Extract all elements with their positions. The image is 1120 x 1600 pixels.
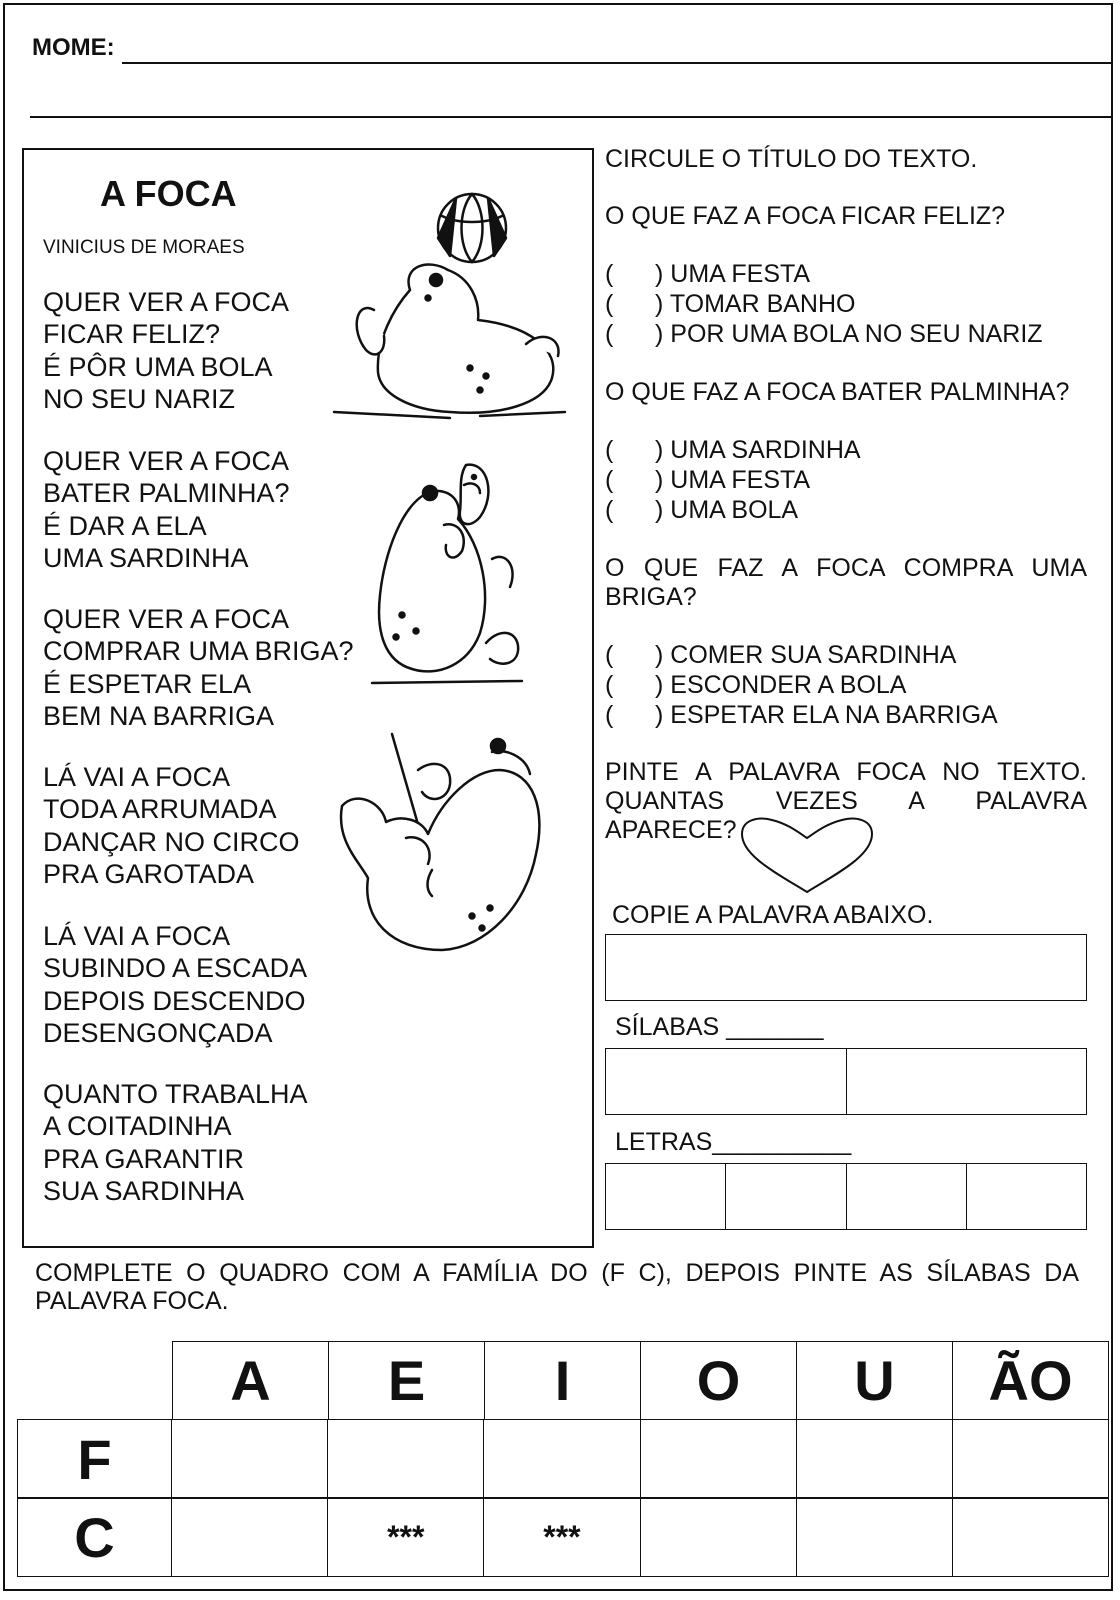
copy-word-label: COPIE A PALAVRA ABAIXO.	[612, 901, 934, 929]
consonant-label: C	[18, 1498, 172, 1576]
name-write-line[interactable]	[122, 62, 1112, 64]
poem-line: BEM NA BARRIGA	[43, 701, 275, 732]
syllable-cell[interactable]	[641, 1498, 797, 1576]
answer-option[interactable]: ( ) UMA FESTA	[605, 466, 811, 494]
syllables-label: SÍLABAS _______	[615, 1013, 824, 1041]
syllable-box[interactable]	[606, 1049, 847, 1114]
poem-line: QUANTO TRABALHA	[43, 1079, 308, 1109]
poem-line: NO SEU NARIZ	[43, 384, 236, 415]
vowel-header-row	[172, 1341, 1109, 1420]
syllable-cell[interactable]	[328, 1420, 484, 1498]
answer-option[interactable]: ( ) POR UMA BOLA NO SEU NARIZ	[605, 320, 1043, 348]
syllable-cell[interactable]	[172, 1498, 328, 1576]
question-fight-cont: BRIGA?	[605, 583, 697, 611]
poem-line: TODA ARRUMADA	[43, 794, 277, 825]
vowel-header: E	[329, 1342, 485, 1419]
vowel-header: ÃO	[988, 1349, 1073, 1412]
poem-line: UMA SARDINHA	[43, 543, 249, 574]
clap-options	[605, 435, 861, 525]
syllable-cell[interactable]	[797, 1498, 953, 1576]
answer-option[interactable]: ( ) TOMAR BANHO	[605, 290, 856, 318]
poem-line: QUER VER A FOCA	[43, 604, 290, 634]
syllable-cell[interactable]	[953, 1420, 1108, 1498]
poem-stanza-5	[43, 920, 307, 1050]
name-label: MOME:	[32, 34, 115, 61]
chart-instruction-cont: PALAVRA FOCA.	[35, 1287, 229, 1315]
letters-boxes	[605, 1163, 1087, 1230]
poem-line: QUER VER A FOCA	[43, 446, 290, 476]
letter-box[interactable]	[967, 1164, 1086, 1229]
syllable-cell[interactable]	[953, 1498, 1108, 1576]
question-paint-word: PINTE A PALAVRA FOCA NO TEXTO.	[605, 758, 1087, 786]
answer-option[interactable]: ( ) COMER SUA SARDINHA	[605, 641, 957, 669]
letter-box[interactable]	[726, 1164, 846, 1229]
poem-line: LÁ VAI A FOCA	[43, 762, 231, 792]
fight-options	[605, 640, 998, 730]
poem-author: VINICIUS DE MORAES	[43, 237, 245, 258]
copy-word-box[interactable]	[605, 934, 1087, 1001]
poem-line: DEPOIS DESCENDO	[43, 985, 306, 1016]
poem-line: É PÔR UMA BOLA	[43, 351, 273, 382]
poem-stanza-4	[43, 761, 300, 891]
seal-with-ball-illustration	[330, 180, 575, 445]
poem-line: PRA GAROTADA	[43, 859, 255, 890]
syllable-cell[interactable]: ***	[484, 1498, 640, 1576]
consonant-row-f	[17, 1419, 1109, 1499]
letters-label: LETRAS__________	[615, 1128, 852, 1156]
answer-option[interactable]: ( ) UMA BOLA	[605, 496, 799, 524]
syllable-chart	[17, 1341, 1109, 1579]
answer-option[interactable]: ( ) ESCONDER A BOLA	[605, 671, 907, 699]
letter-box[interactable]	[606, 1164, 726, 1229]
syllable-box[interactable]	[847, 1049, 1087, 1114]
poem-stanza-1	[43, 286, 289, 416]
poem-line: DANÇAR NO CIRCO	[43, 826, 300, 857]
syllable-cell[interactable]	[484, 1420, 640, 1498]
poem-title: A FOCA	[100, 173, 237, 214]
poem-line: SUA SARDINHA	[43, 1176, 245, 1207]
poem-line: LÁ VAI A FOCA	[43, 921, 231, 951]
poem-stanza-6	[43, 1078, 308, 1208]
heart-answer-shape[interactable]	[738, 814, 876, 896]
syllable-cell[interactable]: ***	[328, 1498, 484, 1576]
poem-line: BATER PALMINHA?	[43, 478, 290, 509]
poem-line: QUER VER A FOCA	[43, 287, 290, 317]
letter-box[interactable]	[847, 1164, 967, 1229]
poem-line: É ESPETAR ELA	[43, 668, 252, 699]
syllable-cell[interactable]	[172, 1420, 328, 1498]
seal-with-sardine-illustration	[362, 455, 537, 695]
consonant-row-c	[17, 1497, 1109, 1577]
answer-option[interactable]: ( ) UMA FESTA	[605, 260, 811, 288]
poem-stanza-3	[43, 603, 354, 733]
answer-option[interactable]: ( ) ESPETAR ELA NA BARRIGA	[605, 701, 998, 729]
poem-stanza-2	[43, 445, 290, 575]
question-happy: O QUE FAZ A FOCA FICAR FELIZ?	[605, 202, 1006, 230]
syllable-cell[interactable]	[641, 1420, 797, 1498]
poem-line: COMPRAR UMA BRIGA?	[43, 636, 354, 667]
name-write-line-2[interactable]	[30, 116, 1112, 118]
poem-line: É DAR A ELA	[43, 510, 207, 541]
poem-line: A COITADINHA	[43, 1111, 232, 1142]
question-count-word: QUANTAS VEZES A PALAVRA	[605, 787, 1087, 815]
vowel-header: I	[485, 1342, 641, 1419]
vowel-header: O	[641, 1342, 797, 1419]
poem-line: FICAR FELIZ?	[43, 319, 221, 350]
vowel-header: U	[797, 1342, 953, 1419]
happy-options	[605, 259, 1043, 349]
question-fight: O QUE FAZ A FOCA COMPRA UMA	[605, 554, 1087, 582]
consonant-label: F	[18, 1420, 172, 1498]
question-count-word-cont: APARECE?	[605, 816, 737, 844]
question-title: CIRCULE O TÍTULO DO TEXTO.	[605, 145, 978, 173]
syllable-cell[interactable]	[797, 1420, 953, 1498]
question-clap: O QUE FAZ A FOCA BATER PALMINHA?	[605, 378, 1070, 406]
vowel-header: A	[173, 1342, 329, 1419]
poem-line: DESENGONÇADA	[43, 1018, 273, 1049]
poem-line: SUBINDO A ESCADA	[43, 953, 308, 984]
syllables-boxes	[605, 1048, 1087, 1115]
poem-line: PRA GARANTIR	[43, 1143, 245, 1174]
chart-instruction: COMPLETE O QUADRO COM A FAMÍLIA DO (F C), DEPOIS PINTE AS SÍLABAS DA	[35, 1259, 1079, 1287]
seal-with-stick-illustration	[322, 730, 554, 970]
answer-option[interactable]: ( ) UMA SARDINHA	[605, 436, 861, 464]
